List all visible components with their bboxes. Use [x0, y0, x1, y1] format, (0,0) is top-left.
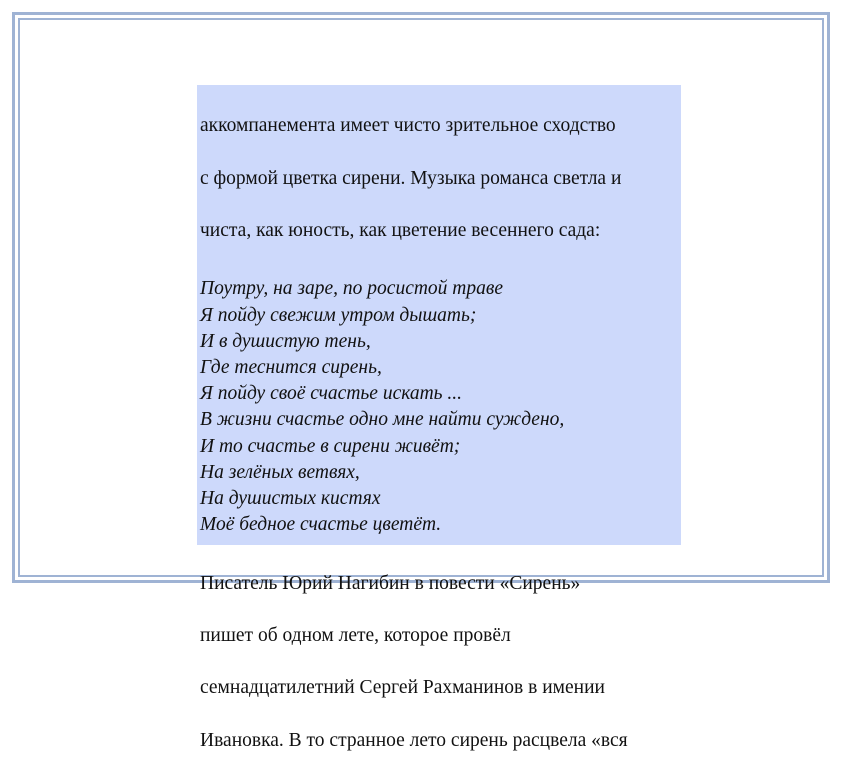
poem-line: И то счастье в сирени живёт; — [200, 435, 461, 457]
poem-line: Я пойду своё счастье искать ... — [200, 383, 463, 405]
outro-line: семнадцатилетний Сергей Рахманинов в имении — [200, 677, 605, 699]
poem-quote — [200, 276, 681, 538]
poem-line: Где теснится сирень, — [200, 357, 382, 379]
poem-line: Моё бедное счастье цветёт. — [200, 514, 442, 536]
outro-line: пишет об одном лете, которое провёл — [200, 625, 511, 647]
poem-line: В жизни счастье одно мне найти суждено, — [200, 409, 565, 431]
poem-line: И в душистую тень, — [200, 330, 371, 352]
intro-line: чиста, как юность, как цветение весеннего сада: — [200, 220, 601, 242]
poem-line: На зелёных ветвях, — [200, 461, 360, 483]
intro-line: с формой цветка сирени. Музыка романса светла и — [200, 167, 622, 189]
slide-text-block — [197, 85, 681, 751]
intro-line: аккомпанемента имеет чисто зрительное сходство — [200, 115, 616, 137]
outro-line: Писатель Юрий Нагибин в повести «Сирень» — [200, 572, 581, 594]
poem-line: Я пойду свежим утром дышать; — [200, 304, 477, 326]
outro-line: Ивановка. В то странное лето сирень расцвела «вся — [200, 729, 628, 751]
poem-line: На душистых кистях — [200, 488, 381, 510]
intro-paragraph — [200, 87, 681, 270]
poem-line: Поутру, на заре, по росистой траве — [200, 278, 504, 300]
outro-paragraph — [200, 544, 681, 780]
